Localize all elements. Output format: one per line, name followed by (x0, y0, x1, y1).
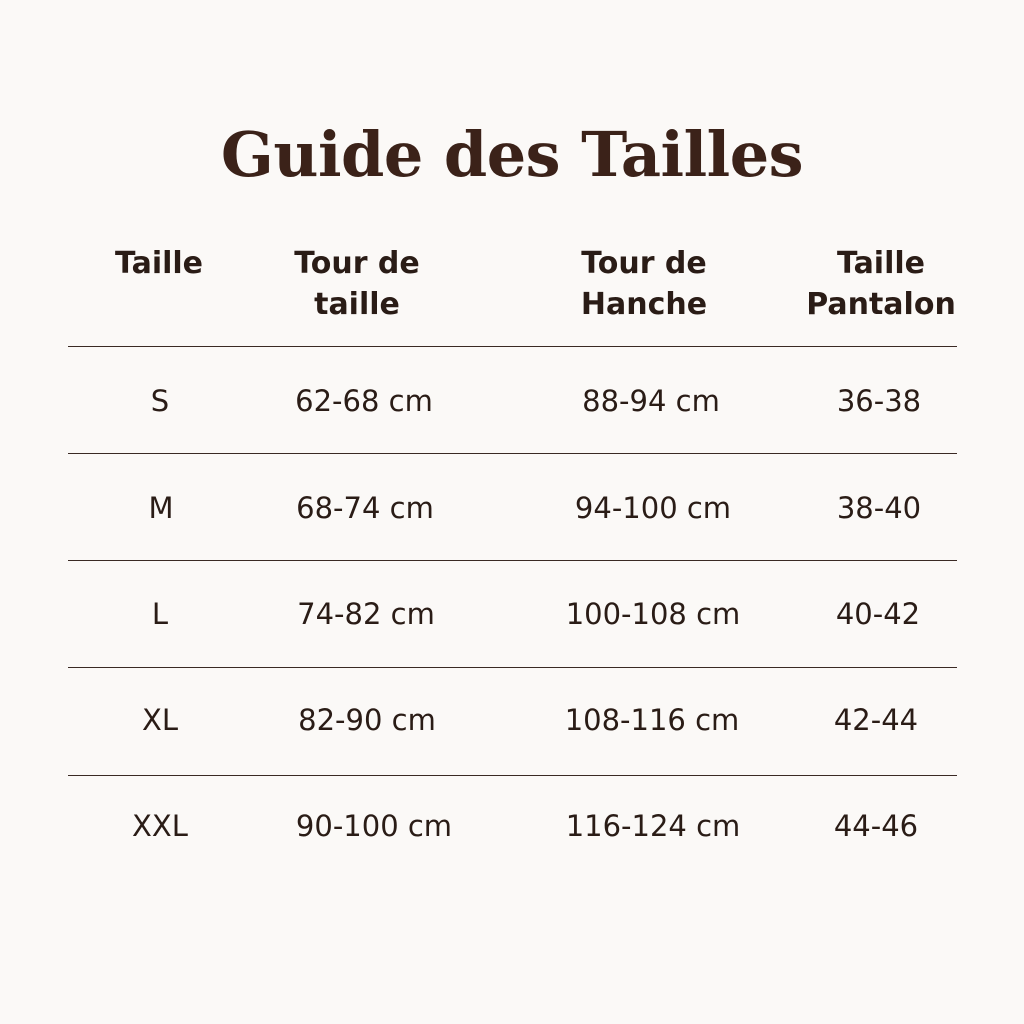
header-size-line1: Taille (114, 246, 204, 281)
cell-hip: 108-116 cm (564, 703, 740, 737)
row-divider (68, 453, 957, 454)
cell-size: XL (141, 703, 179, 737)
cell-waist: 68-74 cm (296, 491, 434, 525)
header-pants-line2: Pantalon (806, 287, 956, 322)
header-pants-line1: Taille (836, 246, 926, 281)
header-divider (68, 346, 957, 347)
header-waist-line1: Tour de (294, 246, 420, 281)
header-size (115, 243, 203, 284)
row-divider (68, 667, 957, 668)
cell-hip: 100-108 cm (565, 597, 741, 631)
cell-hip: 116-124 cm (565, 809, 741, 843)
cell-pants: 42-44 (833, 703, 919, 737)
header-hip (581, 243, 707, 325)
page-title: Guide des Tailles (220, 118, 804, 191)
cell-waist: 90-100 cm (295, 809, 453, 843)
size-table (68, 0, 957, 1024)
cell-pants: 38-40 (836, 491, 922, 525)
cell-waist: 82-90 cm (298, 703, 436, 737)
cell-size: M (148, 491, 174, 525)
header-hip-line1: Tour de (581, 246, 707, 281)
header-waist-line2: taille (314, 287, 400, 322)
cell-pants: 40-42 (835, 597, 921, 631)
cell-hip: 88-94 cm (582, 384, 720, 418)
cell-size: L (151, 597, 169, 631)
cell-waist: 62-68 cm (295, 384, 433, 418)
cell-pants: 44-46 (833, 809, 919, 843)
header-hip-line2: Hanche (580, 287, 708, 322)
row-divider (68, 775, 957, 776)
cell-waist: 74-82 cm (297, 597, 435, 631)
cell-size: S (150, 384, 170, 418)
cell-pants: 36-38 (836, 384, 922, 418)
cell-size: XXL (132, 809, 188, 843)
cell-hip: 94-100 cm (574, 491, 732, 525)
header-pants (806, 243, 956, 325)
header-waist (294, 243, 420, 325)
row-divider (68, 560, 957, 561)
